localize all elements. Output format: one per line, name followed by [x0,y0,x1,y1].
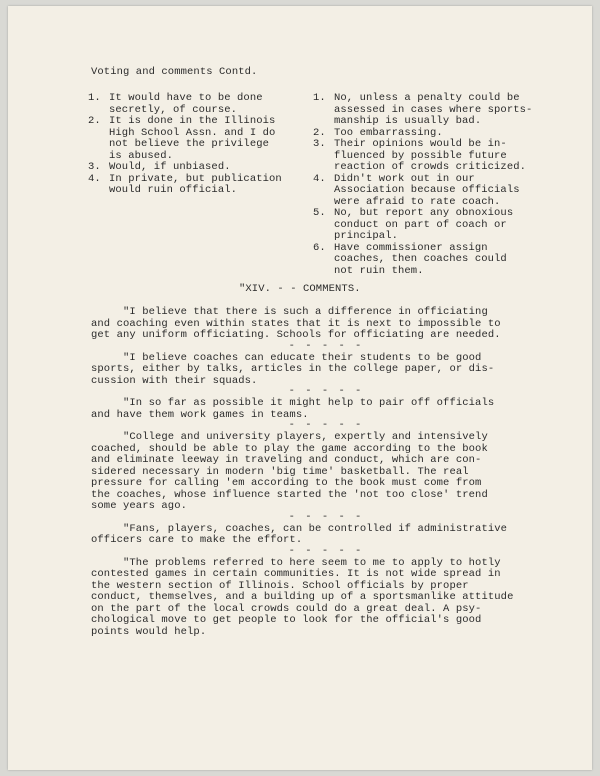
comment-line: sports, either by talks, articles in the college paper, or dis- [91,363,495,375]
right-answer-item-text: Their opinions would be in- [334,138,507,150]
right-answer-item-number: 1. [313,92,326,104]
right-answer-item [313,208,553,243]
comment-paragraph [91,558,561,639]
left-answer-item-number: 1. [88,92,101,104]
right-answer-item-text: conduct on part of coach or [334,218,507,231]
comment-line: conduct, themselves, and a building up of a sportsmanlike attitude [91,591,514,603]
page-heading: Voting and comments Contd. [91,66,258,78]
section-title: "XIV. - - COMMENTS. [239,283,361,295]
right-answer-item-text: reaction of crowds criticized. [334,161,527,173]
separator-dashes: - - - - - [288,339,364,352]
left-answer-item-text: secretly, of course. [109,103,238,116]
right-answer-item-number: 5. [313,207,326,219]
separator-dashes: - - - - - [288,419,364,431]
left-answer-item [88,116,303,162]
left-answer-item-number: 4. [88,172,101,185]
right-answer-item-number: 4. [313,172,326,185]
comment-line: and coaching even within states that it is next to impossible to [91,317,501,330]
right-answer-item [313,93,553,128]
comment-paragraph [91,524,561,547]
right-answer-item-text: Have commissioner assign [334,241,488,254]
right-answer-item-text: assessed in cases where sports- [334,103,533,116]
right-answer-item-number: 2. [313,126,326,139]
right-answer-item-number: 6. [313,241,326,254]
comments-body [91,307,561,638]
comment-line: the coaches, whose influence started the 'not too close' trend [91,488,488,501]
comment-line: the western section of Illinois. School officials by proper [91,579,469,592]
comment-line: and eliminate leeway in traveling and conduct, which are con- [91,454,482,466]
comment-line: cussion with their squads. [91,374,258,387]
comment-line: "College and university players, expertly and intensively [91,431,488,443]
right-answer-item-text: coaches, then coaches could [334,253,507,265]
left-answer-item-text: not believe the privilege [109,138,270,150]
left-answer-item-text: would ruin official. [109,184,238,196]
comment-paragraph [91,398,561,421]
right-answer-list [313,93,553,277]
right-answer-item-text: Didn't work out in our [334,172,475,185]
comment-line: points would help. [91,625,207,638]
comment-line: sidered necessary in modern 'big time' basketball. The real [91,465,469,478]
right-answer-item-text: manship is usually bad. [334,115,482,127]
comment-line: get any uniform officiating. Schools for officiating are needed. [91,329,501,341]
comment-line: "I believe that there is such a difference in officiating [91,306,488,318]
comment-line: chological move to get people to look for the official's good [91,614,482,626]
comment-paragraph [91,307,561,342]
left-answer-item [88,174,303,197]
right-answer-item-text: were afraid to rate coach. [334,195,501,208]
right-answer-item-text: No, unless a penalty could be [334,92,520,104]
separator-dashes: - - - - - [288,510,364,523]
left-answer-list [88,93,303,197]
left-answer-item-text: It is done in the Illinois [109,115,276,127]
left-answer-item-text: is abused. [109,149,174,162]
left-answer-item-text: In private, but publication [109,172,282,185]
right-answer-item-text: Association because officials [334,184,520,196]
comment-line: "In so far as possible it might help to pair off officials [91,397,495,409]
separator-dashes: - - - - - [288,544,364,557]
right-answer-item-text: not ruin them. [334,264,424,277]
left-answer-item-number: 3. [88,161,101,173]
right-answer-item [313,174,553,209]
comment-paragraph [91,353,561,388]
right-answer-item-text: fluenced by possible future [334,149,507,162]
separator-dashes: - - - - - [288,385,364,397]
comment-line: "I believe coaches can educate their students to be good [91,351,482,364]
comment-line: some years ago. [91,500,188,512]
comment-paragraph [91,432,561,513]
comment-line: contested games in certain communities. It is not wide spread in [91,568,501,580]
left-answer-item-number: 2. [88,115,101,127]
left-answer-item [88,93,303,116]
comment-line: and have them work games in teams. [91,408,309,421]
right-answer-item-text: No, but report any obnoxious [334,207,514,219]
comment-line: pressure for calling 'em according to the book must come from [91,477,482,489]
comment-line: "Fans, players, coaches, can be controlled if administrative [91,522,508,535]
right-answer-item-text: principal. [334,230,399,242]
left-answer-item-text: It would have to be done [109,92,263,104]
comment-line: coached, should be able to play the game according to the book [91,442,488,455]
right-answer-item-number: 3. [313,138,326,150]
left-answer-item-text: Would, if unbiased. [109,161,231,173]
left-answer-item-text: High School Assn. and I do [109,126,276,139]
right-answer-item-text: Too embarrassing. [334,126,443,139]
right-answer-item [313,243,553,278]
comment-line: "The problems referred to here seem to me to apply to hotly [91,556,501,569]
right-answer-item [313,139,553,174]
comment-line: officers care to make the effort. [91,534,303,546]
comment-line: on the part of the local crowds could do a great deal. A psy- [91,602,482,615]
